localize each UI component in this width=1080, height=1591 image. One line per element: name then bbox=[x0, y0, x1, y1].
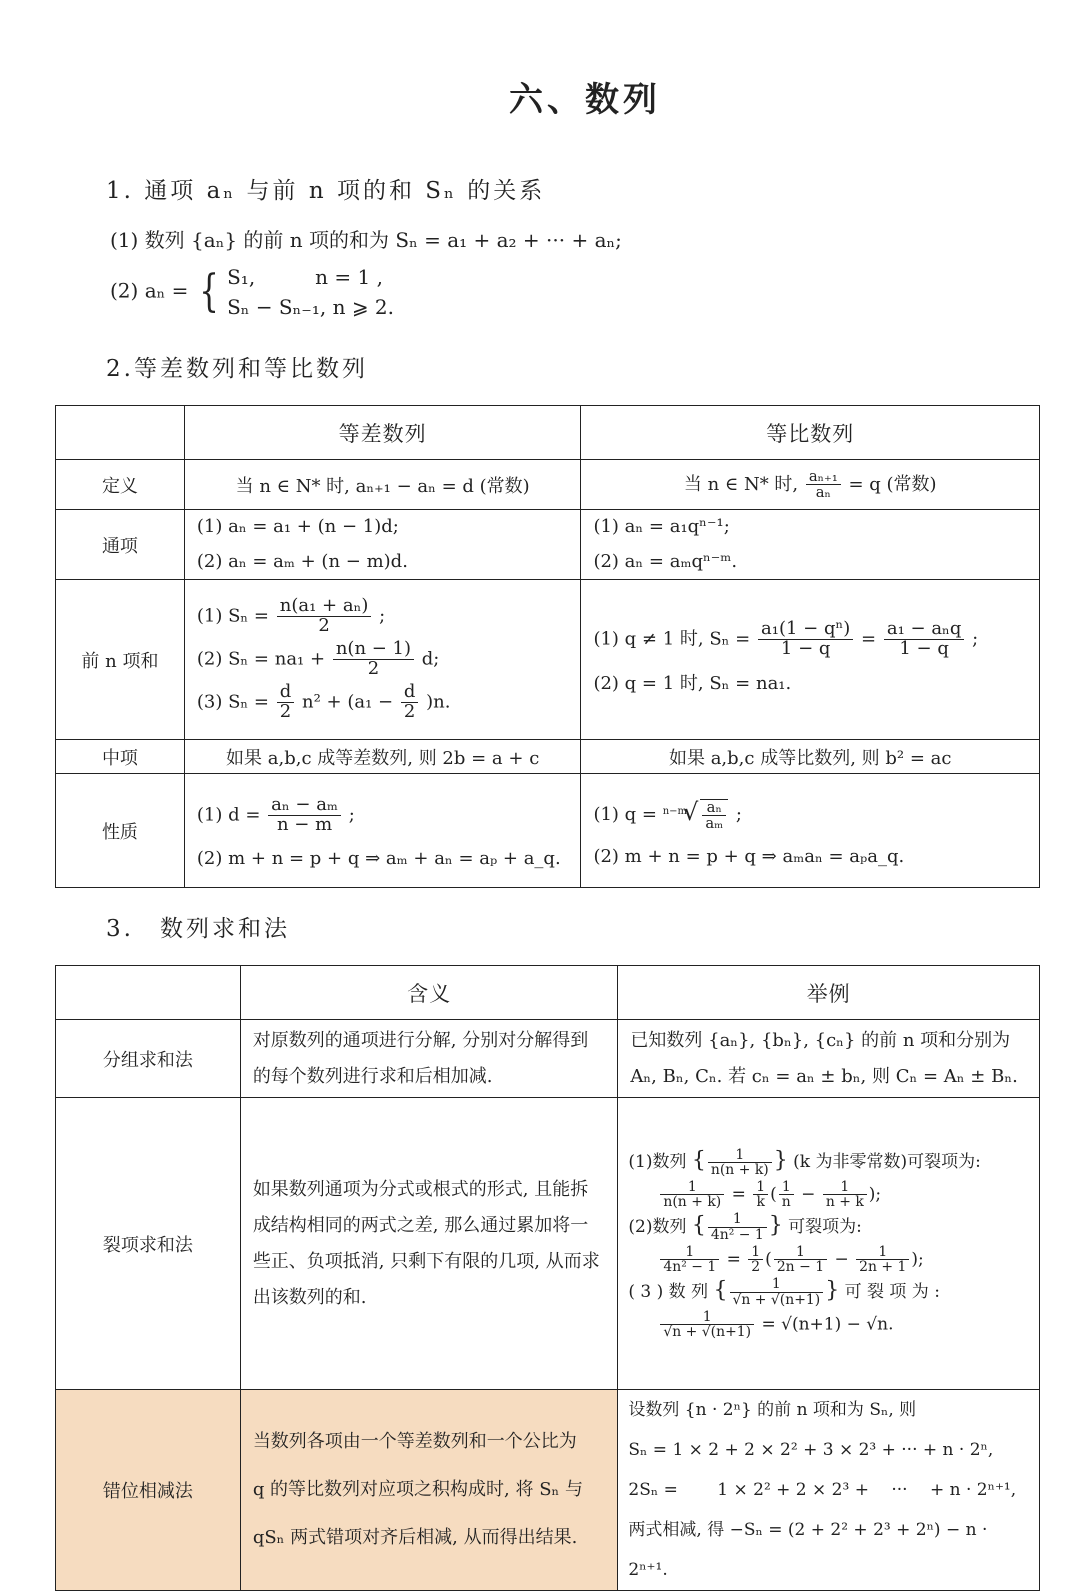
table-row-split-term bbox=[56, 1098, 1040, 1390]
split-ex3-fraction bbox=[730, 1277, 824, 1307]
arith-sum-1-post: ; bbox=[379, 605, 386, 627]
arith-prop-1-pre: (1) d = bbox=[196, 804, 261, 825]
table-header-row bbox=[56, 966, 1040, 1020]
numerator: n(a₁ + aₙ) bbox=[277, 597, 372, 617]
split-ex1-pre: (1)数列 bbox=[628, 1152, 687, 1173]
numerator: 1 bbox=[660, 1180, 724, 1196]
arith-sum-2-fraction bbox=[333, 640, 414, 679]
frac bbox=[753, 1180, 768, 1210]
geo-sum-1-fraction-b bbox=[884, 620, 965, 659]
numerator: d bbox=[401, 683, 419, 703]
arith-prop-2: (2) m + n = p + q ⇒ aₘ + aₙ = aₚ + a_q. bbox=[196, 848, 561, 870]
table-row-offset-subtract bbox=[56, 1390, 1040, 1591]
arith-middle-term: 如果 a,b,c 成等差数列, 则 2b = a + c bbox=[184, 740, 581, 774]
table-row-properties bbox=[56, 774, 1040, 888]
split-term-meaning: 如果数列通项为分式或根式的形式, 且能拆成结构相同的两式之差, 那么通过累加将一些正、负项抵消, 只剩下有限的几项, 从而求出该数列的和. bbox=[240, 1098, 618, 1390]
arith-definition: 当 n ∈ N* 时, aₙ₊₁ − aₙ = d (常数) bbox=[184, 460, 581, 510]
numerator: aₙ₊₁ bbox=[806, 469, 841, 486]
frac bbox=[774, 1245, 827, 1275]
split-ex2b-post: ); bbox=[911, 1249, 924, 1270]
frac bbox=[856, 1245, 909, 1275]
numerator: d bbox=[277, 683, 295, 703]
numerator: 1 bbox=[748, 1245, 763, 1261]
offset-subtract-example bbox=[618, 1390, 1040, 1591]
meaning-line-2: q 的等比数列对应项之积构成时, 将 Sₙ 与 bbox=[252, 1479, 584, 1500]
arith-general-2: (2) aₙ = aₘ + (n − m)d. bbox=[196, 550, 408, 572]
numerator: 1 bbox=[856, 1245, 909, 1261]
geo-prop-1 bbox=[593, 798, 1027, 832]
denominator: n bbox=[781, 1194, 791, 1211]
split-example-3 bbox=[628, 1277, 1033, 1308]
denominator: aₙ bbox=[815, 484, 831, 501]
geo-def-post: = q (常数) bbox=[848, 473, 937, 495]
arith-sum-3-fraction-b bbox=[401, 680, 419, 722]
meaning-line-3: qSₙ 两式错项对齐后相减, 从而得出结果. bbox=[252, 1527, 578, 1548]
geo-prop-1-pre: (1) q = bbox=[593, 804, 657, 826]
minus: − bbox=[801, 1184, 816, 1205]
arith-prop-1-post: ; bbox=[348, 804, 355, 825]
left-brace-icon: { bbox=[713, 1277, 728, 1303]
denominator: 1 − q bbox=[899, 638, 949, 659]
denominator: 4n² − 1 bbox=[663, 1259, 717, 1276]
row-label-properties: 性质 bbox=[56, 774, 185, 888]
geo-def-pre: 当 n ∈ N* 时, bbox=[683, 473, 799, 495]
denominator: 2 bbox=[279, 700, 292, 722]
geo-def-fraction bbox=[806, 469, 841, 501]
split-ex2-post: 可裂项为: bbox=[788, 1217, 862, 1238]
arith-prop-1 bbox=[196, 793, 569, 835]
arith-sum-formulas bbox=[184, 580, 581, 740]
group-sum-example-line-2: Aₙ, Bₙ, Cₙ. 若 cₙ = aₙ ± bₙ, 则 Cₙ = Aₙ ± Bₙ. bbox=[630, 1065, 1018, 1087]
split-example-3b bbox=[658, 1310, 1033, 1340]
row-label-general-term: 通项 bbox=[56, 510, 185, 580]
table-row-middle-term bbox=[56, 740, 1040, 774]
split-example-1 bbox=[628, 1147, 1033, 1178]
numerator: a₁ − aₙq bbox=[884, 620, 965, 640]
numerator: 1 bbox=[708, 1148, 772, 1164]
split-ex1b-post: ); bbox=[868, 1184, 882, 1205]
geo-sum-1-eq: = bbox=[861, 628, 877, 650]
split-ex3-post: 可 裂 项 为 : bbox=[844, 1281, 940, 1302]
radical-icon: √ bbox=[683, 798, 699, 827]
section-1-heading: 1. 通项 aₙ 与前 n 项的和 Sₙ 的关系 bbox=[106, 178, 546, 204]
row-label-split-term: 裂项求和法 bbox=[56, 1098, 241, 1390]
piecewise-cases bbox=[227, 262, 394, 322]
geo-general-1: (1) aₙ = a₁qⁿ⁻¹; bbox=[593, 516, 730, 538]
example-line-1: 设数列 {n · 2ⁿ} 的前 n 项和为 Sₙ, 则 bbox=[628, 1400, 917, 1420]
denominator: n(n + k) bbox=[663, 1194, 722, 1211]
geo-prop-1-fraction bbox=[700, 799, 728, 832]
geo-definition bbox=[581, 460, 1040, 510]
geo-middle-term: 如果 a,b,c 成等比数列, 则 b² = ac bbox=[581, 740, 1040, 774]
split-example-2b: $\frac{1}{\text{4n² − 1}}$ = $\frac{1}{2}$ ( $\frac{1}{2n - 1}$ − $\frac{1}{2n + 1}$ ); bbox=[658, 1245, 1033, 1275]
arith-sum-1 bbox=[197, 597, 569, 636]
table-row-general-term bbox=[56, 510, 1040, 580]
denominator: 2 bbox=[318, 615, 330, 637]
arith-properties bbox=[184, 774, 581, 888]
denominator: 2 bbox=[403, 700, 416, 722]
geo-sum-1-post: ; bbox=[972, 628, 979, 650]
table-row-group-sum bbox=[56, 1020, 1040, 1098]
right-brace-icon: } bbox=[768, 1213, 783, 1239]
denominator: √n + √(n+1) bbox=[732, 1291, 821, 1308]
denominator: √n + √(n+1) bbox=[663, 1324, 752, 1341]
numerator: 1 bbox=[660, 1245, 719, 1261]
row-label-offset-subtract: 错位相减法 bbox=[56, 1390, 241, 1591]
denominator: 1 − q bbox=[780, 638, 831, 659]
arith-sum-2 bbox=[197, 640, 569, 679]
denominator: n − m bbox=[276, 813, 333, 835]
left-brace-icon: { bbox=[691, 1213, 706, 1239]
geo-sum-formulas bbox=[581, 580, 1040, 740]
split-ex2-fraction bbox=[708, 1212, 767, 1242]
numerator: aₙ bbox=[702, 800, 726, 817]
arith-sum-2-post: d; bbox=[421, 648, 440, 670]
frac bbox=[779, 1180, 794, 1210]
header-geo: 等比数列 bbox=[581, 406, 1040, 460]
denominator: 2 bbox=[367, 658, 380, 679]
header-example: 举例 bbox=[618, 966, 1040, 1020]
frac bbox=[748, 1245, 763, 1275]
offset-subtract-meaning bbox=[240, 1390, 618, 1591]
numerator: 1 bbox=[753, 1180, 768, 1196]
page-title: 六、数列 bbox=[509, 80, 661, 120]
left-brace-icon: { bbox=[691, 1148, 706, 1174]
header-empty bbox=[56, 966, 241, 1020]
split-example-1b: $\frac{1}{n(n + k)}$ = $\frac{1}{k}$ ( $\frac{1}{n}$ − $\frac{1}{n + k}$ ); bbox=[658, 1180, 1033, 1210]
group-sum-meaning: 对原数列的通项进行分解, 分别对分解得到的每个数列进行求和后相加减. bbox=[240, 1020, 618, 1098]
geo-sum-2: (2) q = 1 时, Sₙ = na₁. bbox=[593, 672, 792, 694]
arith-sum-3-post: )n. bbox=[426, 691, 451, 713]
numerator: 1 bbox=[823, 1180, 867, 1196]
geo-general-2: (2) aₙ = aₘqⁿ⁻ᵐ. bbox=[593, 550, 738, 572]
denominator: aₘ bbox=[705, 815, 724, 833]
arith-general-term bbox=[184, 510, 581, 580]
numerator: 1 bbox=[774, 1245, 827, 1261]
row-label-definition: 定义 bbox=[56, 460, 185, 510]
row-label-sum: 前 n 项和 bbox=[56, 580, 185, 740]
arith-geo-table bbox=[55, 405, 1040, 888]
summation-methods-table bbox=[55, 965, 1040, 1591]
geo-general-term bbox=[581, 510, 1040, 580]
denominator: 4n² − 1 bbox=[710, 1227, 764, 1244]
numerator: 1 bbox=[660, 1310, 754, 1326]
left-brace-icon: { bbox=[198, 266, 219, 317]
group-sum-example-line-1: 已知数列 {aₙ}, {bₙ}, {cₙ} 的前 n 项和分别为 bbox=[630, 1029, 1011, 1051]
sec1-item-2-label: (2) aₙ = bbox=[110, 278, 189, 303]
header-arith: 等差数列 bbox=[184, 406, 581, 460]
split-ex1-post: (k 为非零常数)可裂项为: bbox=[793, 1152, 981, 1173]
example-line-4: 两式相减, 得 −Sₙ = (2 + 2² + 2³ + 2ⁿ) − n · 2ⁿ⁺¹. bbox=[628, 1520, 988, 1580]
denominator: 2 bbox=[751, 1259, 761, 1276]
table-header-row bbox=[56, 406, 1040, 460]
frac bbox=[660, 1310, 754, 1340]
arith-sum-1-fraction bbox=[277, 597, 372, 636]
geo-properties bbox=[581, 774, 1040, 888]
case-1: S₁, n = 1 , bbox=[227, 265, 383, 289]
arith-sum-3 bbox=[196, 680, 569, 722]
group-sum-example bbox=[618, 1020, 1040, 1098]
right-brace-icon: } bbox=[773, 1148, 788, 1174]
numerator: 1 bbox=[730, 1277, 824, 1293]
geo-sum-1-fraction-a bbox=[758, 620, 853, 659]
numerator: 1 bbox=[779, 1180, 794, 1196]
frac bbox=[823, 1180, 867, 1210]
sec1-item-2 bbox=[110, 262, 394, 322]
section-3-heading: 3. 数列求和法 bbox=[106, 916, 290, 942]
arith-sum-3-mid: n² + (a₁ − bbox=[302, 691, 394, 713]
numerator: 1 bbox=[708, 1212, 767, 1228]
meaning-line-1: 当数列各项由一个等差数列和一个公比为 bbox=[252, 1431, 577, 1452]
geo-sum-1-pre: (1) q ≠ 1 时, Sₙ = bbox=[593, 628, 751, 650]
frac bbox=[660, 1180, 724, 1210]
example-line-3: 2Sₙ = 1 × 2² + 2 × 2³ + ··· + n · 2ⁿ⁺¹, bbox=[628, 1480, 1017, 1500]
denominator: k bbox=[756, 1194, 765, 1211]
arith-general-1: (1) aₙ = a₁ + (n − 1)d; bbox=[196, 516, 399, 538]
geo-prop-2: (2) m + n = p + q ⇒ aₘaₙ = aₚa_q. bbox=[593, 845, 905, 867]
split-ex2-pre: (2)数列 bbox=[628, 1217, 687, 1238]
section-2-heading: 2.等差数列和等比数列 bbox=[106, 356, 368, 382]
split-example-2 bbox=[628, 1212, 1033, 1243]
split-ex1-fraction bbox=[708, 1148, 772, 1178]
header-empty bbox=[56, 406, 185, 460]
numerator: a₁(1 − qⁿ) bbox=[758, 620, 853, 640]
denominator: 2n − 1 bbox=[776, 1259, 825, 1276]
table-row-definition bbox=[56, 460, 1040, 510]
right-brace-icon: } bbox=[825, 1277, 840, 1303]
numerator: n(n − 1) bbox=[333, 640, 414, 660]
split-ex3-pre: ( 3 ) 数 列 bbox=[628, 1281, 709, 1302]
split-term-examples bbox=[618, 1098, 1040, 1390]
row-label-group-sum: 分组求和法 bbox=[56, 1020, 241, 1098]
row-label-middle-term: 中项 bbox=[56, 740, 185, 774]
frac bbox=[660, 1245, 719, 1275]
split-ex3b-post: = √(n+1) − √n. bbox=[761, 1314, 894, 1335]
numerator: aₙ − aₘ bbox=[268, 796, 341, 816]
root-index: n−m bbox=[662, 806, 688, 818]
equals: = bbox=[731, 1184, 746, 1205]
example-line-2: Sₙ = 1 × 2 + 2 × 2² + 3 × 2³ + ··· + n · 2ⁿ, bbox=[628, 1440, 994, 1460]
denominator: 2n + 1 bbox=[859, 1259, 907, 1276]
arith-sum-1-pre: (1) Sₙ = bbox=[196, 605, 270, 627]
arith-sum-3-fraction-a bbox=[277, 680, 295, 722]
arith-prop-1-fraction bbox=[268, 793, 341, 835]
minus: − bbox=[834, 1249, 849, 1270]
arith-sum-2-pre: (2) Sₙ = na₁ + bbox=[196, 648, 326, 670]
sec1-item-1: (1) 数列 {aₙ} 的前 n 项的和为 Sₙ = a₁ + a₂ + ··· + aₙ; bbox=[110, 228, 622, 252]
header-meaning: 含义 bbox=[240, 966, 618, 1020]
equals: = bbox=[726, 1249, 741, 1270]
geo-sum-1 bbox=[593, 620, 1027, 659]
denominator: n + k bbox=[825, 1194, 864, 1211]
arith-sum-3-pre: (3) Sₙ = bbox=[196, 691, 270, 713]
case-2: Sₙ − Sₙ₋₁, n ⩾ 2. bbox=[227, 295, 395, 319]
denominator: n(n + k) bbox=[710, 1162, 769, 1179]
geo-prop-1-post: ; bbox=[735, 804, 742, 826]
table-row-sum bbox=[56, 580, 1040, 740]
